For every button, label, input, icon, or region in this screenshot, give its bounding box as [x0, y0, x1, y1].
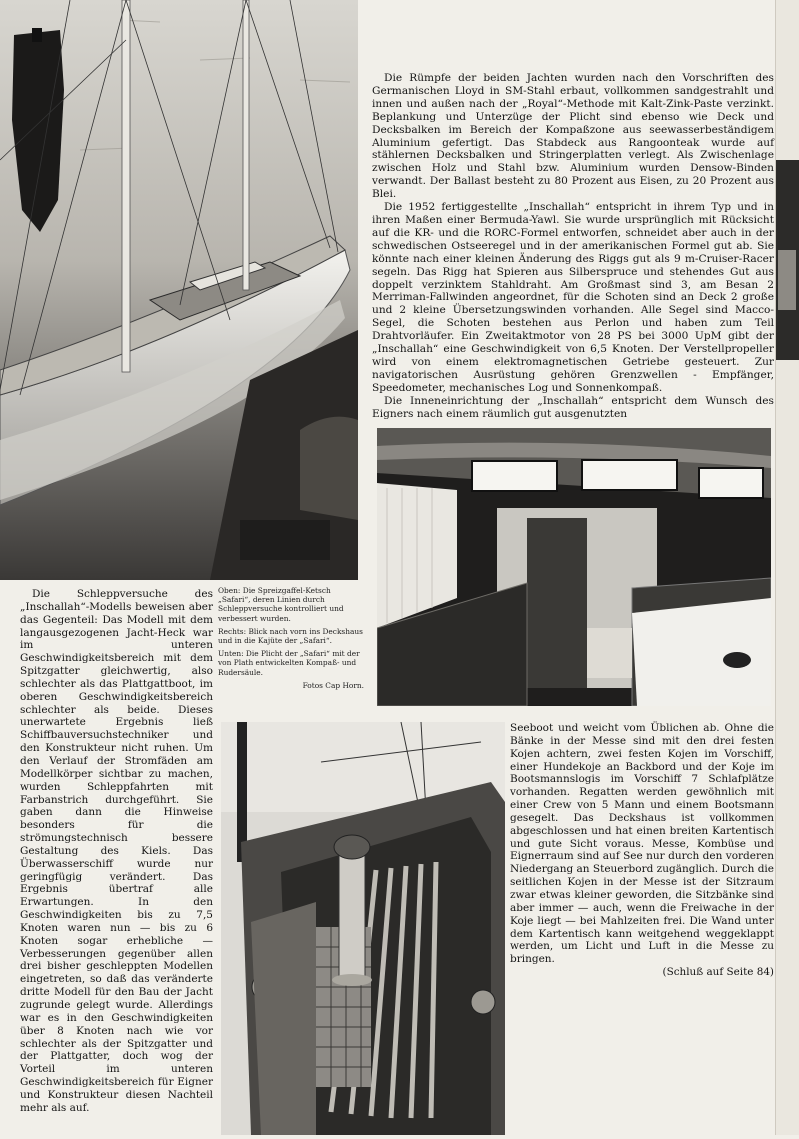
- paragraph: Die Rümpfe der beiden Jachten wurden nach den Vorschriften des Germanischen Lloyd in SM-Stahl erbaut, vollkommen sandgestrahlt und innen und außen nach der „Royal“-Methode mit Kalt-Zink-Paste verzinkt. Beplankung und Unterzüge der Plicht sind ebenso wie Deck und Decksbalken im Bereich der Kompaßzone aus seewasserbeständigem Aluminium gefertigt. Das Stabdeck aus Rangoonteak wurde auf stählernen Decksbalken und Stringerplatten verlegt. Als Zwischenlage zwischen Holz und Stahl bzw. Aluminium wurden Densow-Binden verwandt. Der Ballast besteht zu 80 Prozent aus Eisen, zu 20 Prozent aus Blei.: [372, 72, 774, 201]
- caption-bottom: Unten: Die Plicht der „Safari“ mit der von Plath entwickelten Kompaß- und Rudersäule.: [218, 649, 360, 677]
- paragraph: Die Schleppversuche des „Inschallah“-Modells beweisen aber das Gegenteil: Das Modell mit dem langausgezogenen Jacht-Heck war im unteren Geschwindigkeitsbereich mit dem Spitzgatter gleichwertig, also schlechter als das Plattgattboot, im oberen Geschwindigkeitsbereich schlechter als beide. Dieses unerwartete Ergebnis ließ Schiffbauversuchstechniker und den Konstrukteur nicht ruhen. Um den Verlauf der Stromfäden am Modellkörper sichtbar zu machen, wurden Schleppfahrten mit Farbanstrich durchgeführt. Sie gaben dann die Hinweise besonders für die strömungstechnisch bessere Gestaltung des Kiels. Das Überwasserschiff wurde nur geringfügig verändert. Das Ergebnis übertraf alle Erwartungen. In den Geschwindigkeiten bis zu 7,5 Knoten waren nun — bis zu 6 Knoten sogar erhebliche — Verbesserungen gegenüber allen drei bisher geschleppten Modellen eingetreten, so daß das veränderte dritte Modell für den Bau der Jacht zugrunde gelegt wurde. Allerdings war es in den Geschwindigkeiten über 8 Knoten nach wie vor schlechter als der Spitzgatter und der Plattgatter, doch wog der Vorteil im unteren Geschwindigkeitsbereich für Eigner und Konstrukteur diesen Nachteil mehr als auf.: [20, 588, 213, 1114]
- photo-captions: [218, 586, 364, 694]
- photo-deckhouse-interior: [377, 428, 771, 706]
- photo-cockpit: [221, 722, 505, 1135]
- adjacent-page-photo: [776, 0, 799, 1135]
- photo-credit: Fotos Cap Horn.: [302, 680, 364, 690]
- paragraph: Die Inneneinrichtung der „Inschallah“ entspricht dem Wunsch des Eigners nach einem räumlich gut ausgenutzten: [372, 394, 774, 420]
- paragraph: Die 1952 fertiggestellte „Inschallah“ entspricht in ihrem Typ und in ihren Maßen einer Bermuda-Yawl. Sie wurde ursprünglich mit Rücksicht auf die KR- und die RORC-Formel entworfen, schneidet aber auch in der schwedischen Ostseeregel und in der amerikanischen Formel gut ab. Sie könnte nach einer kleinen Änderung des Riggs gut als 9 m-Cruiser-Racer segeln. Das Rigg hat Spieren aus Silberspruce und stehendes Gut aus doppelt verzinktem Stahldraht. Am Großmast sind 3, am Besan 2 Merriman-Fallwinden angeordnet, für die Schoten sind an Deck 2 große und 2 kleine Übersetzungswinden vorhanden. Alle Segel sind Macco-Segel, die Schoten bestehen aus Perlon und haben zum Teil Drahtvorläufer. Ein Zweitaktmotor von 28 PS bei 3000 UpM gibt der „Inschallah“ eine Geschwindigkeit von 6,5 Knoten. Der Verstellpropeller wird von einem elektromagnetischen Getriebe gesteuert. Zur navigatorischen Ausrüstung gehören Grenzwellen - Empfänger, Speedometer, mechanisches Log und Sonnenkompaß.: [372, 201, 774, 394]
- paragraph: Seeboot und weicht vom Üblichen ab. Ohne die Bänke in der Messe sind mit den drei festen Kojen achtern, zwei festen Kojen im Vorschiff, einer Hundekoje an Backbord und der Koje im Bootsmannslogis im Vorschiff 7 Schlafplätze vorhanden. Regatten werden gewöhnlich mit einer Crew von 5 Mann und einem Bootsmann gesegelt. Das Deckshaus ist vollkommen abgeschlossen und hat einen breiten Kartentisch und gute Sicht voraus. Messe, Kombüse und Eignerraum sind auf See nur durch den vorderen Niedergang an Steuerbord zugänglich. Durch die seitlichen Kojen in der Messe ist der Sitzraum zwar etwas kleiner geworden, die Sitzbänke sind aber immer — auch, wenn die Freiwache in der Koje liegt — bei Mahlzeiten frei. Die Wand unter dem Kartentisch kann weitgehend weggeklappt werden, um Licht und Luft in die Messe zu bringen.: [510, 722, 774, 966]
- article-text-right: [510, 722, 774, 979]
- photo-ketch-safari: [0, 0, 358, 580]
- caption-top: Oben: Die Spreizgaffel-Ketsch „Safari“, deren Linien durch Schleppversuche kontrolliert und verbessert wurden.: [218, 586, 344, 623]
- article-text-top: [372, 72, 774, 420]
- article-text-left: [20, 588, 213, 1115]
- adjacent-page-edge: [775, 0, 799, 1135]
- continuation-note: (Schluß auf Seite 84): [662, 966, 774, 979]
- caption-right: Rechts: Blick nach vorn ins Deckshaus und in die Kajüte der „Safari“.: [218, 626, 363, 646]
